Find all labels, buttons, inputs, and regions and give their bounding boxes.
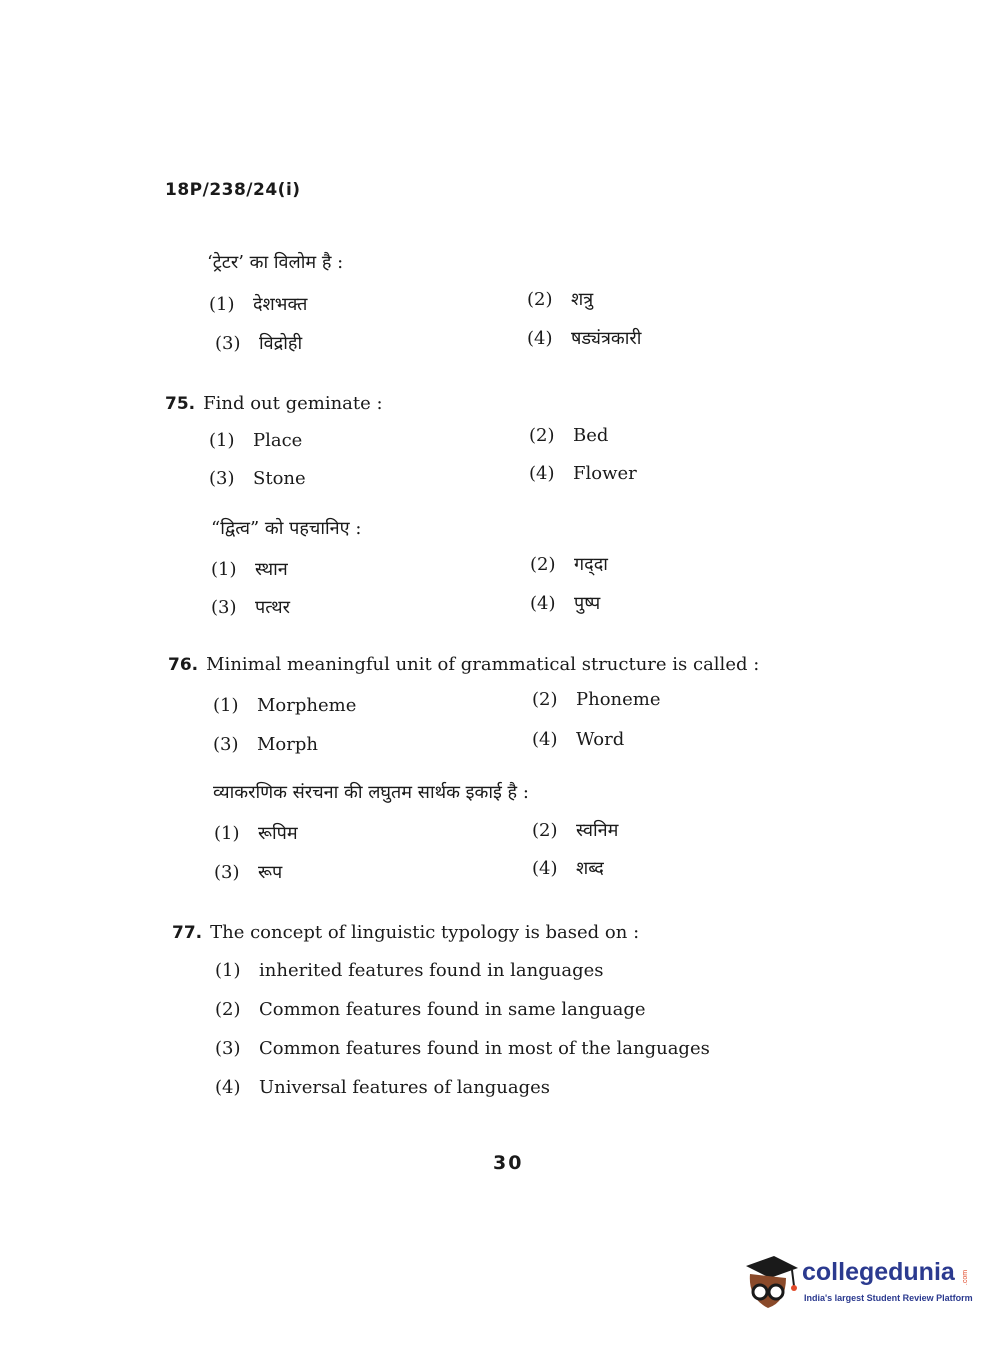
question-text: Minimal meaningful unit of grammatical structure is called : bbox=[206, 654, 760, 675]
q76-stem-hindi: व्याकरणिक संरचना की लघुतम सार्थक इकाई है : bbox=[213, 782, 529, 803]
option-number: (1) bbox=[209, 294, 235, 315]
option-number: (1) bbox=[209, 430, 235, 451]
option-number: (3) bbox=[211, 597, 237, 618]
option-number: (3) bbox=[209, 468, 235, 489]
option-number: (3) bbox=[213, 734, 239, 755]
option-text: शत्रु bbox=[571, 289, 594, 310]
option-number: (3) bbox=[214, 862, 240, 883]
brand-suffix: .com bbox=[962, 1269, 970, 1286]
q76-option-4 bbox=[532, 729, 624, 750]
option-text: Common features found in same language bbox=[259, 999, 646, 1020]
option-text: षड्यंत्रकारी bbox=[571, 328, 642, 349]
q77-option-1 bbox=[215, 960, 604, 981]
option-number: (4) bbox=[527, 328, 553, 349]
option-text: Bed bbox=[573, 425, 609, 446]
option-number: (4) bbox=[532, 729, 558, 750]
q76-option-2 bbox=[532, 689, 661, 710]
q74-option-1 bbox=[209, 292, 307, 316]
brand-tagline: India's largest Student Review Platform bbox=[804, 1293, 973, 1303]
page-number: 30 bbox=[493, 1152, 524, 1174]
option-text: Word bbox=[576, 729, 625, 750]
q74-option-3 bbox=[215, 331, 302, 355]
option-text: गद्‌दा bbox=[574, 554, 608, 575]
q75-option-4 bbox=[529, 463, 637, 484]
option-number: (2) bbox=[527, 289, 553, 310]
brand-name: collegedunia bbox=[802, 1258, 955, 1286]
option-text: पत्थर bbox=[255, 597, 291, 618]
q75-hindi-option-2 bbox=[530, 552, 608, 576]
q75-option-2 bbox=[529, 425, 608, 446]
q76-stem-english bbox=[168, 654, 759, 675]
q75-stem-hindi: “द्वित्व” को पहचानिए : bbox=[211, 518, 362, 539]
paper-code: 18P/238/24(i) bbox=[165, 180, 301, 200]
question-text: Find out geminate : bbox=[203, 393, 383, 414]
option-text: Phoneme bbox=[576, 689, 661, 710]
option-text: Morph bbox=[257, 734, 318, 755]
q74-option-4 bbox=[527, 326, 641, 350]
option-number: (1) bbox=[214, 823, 240, 844]
collegedunia-logo bbox=[740, 1252, 973, 1322]
option-number: (3) bbox=[215, 333, 241, 354]
question-number: 77. bbox=[172, 923, 203, 943]
option-number: (2) bbox=[532, 820, 558, 841]
option-text: पुष्प bbox=[574, 593, 601, 614]
option-text: inherited features found in languages bbox=[259, 960, 604, 981]
q75-option-3 bbox=[209, 468, 306, 489]
q77-option-4 bbox=[215, 1077, 550, 1098]
option-text: Stone bbox=[253, 468, 306, 489]
q75-hindi-option-4 bbox=[530, 591, 600, 615]
q75-stem-english bbox=[165, 393, 383, 414]
q77-option-3 bbox=[215, 1038, 710, 1059]
question-text: The concept of linguistic typology is based on : bbox=[210, 922, 640, 943]
q76-hindi-option-4 bbox=[532, 856, 604, 880]
question-number: 75. bbox=[165, 394, 196, 414]
option-number: (1) bbox=[211, 559, 237, 580]
q76-hindi-option-3 bbox=[214, 860, 282, 884]
option-number: (4) bbox=[532, 858, 558, 879]
q77-stem-english bbox=[172, 922, 639, 943]
q75-hindi-option-1 bbox=[211, 557, 288, 581]
option-number: (3) bbox=[215, 1038, 241, 1059]
q75-hindi-option-3 bbox=[211, 595, 290, 619]
q76-option-1 bbox=[213, 695, 356, 716]
q77-option-2 bbox=[215, 999, 646, 1020]
option-text: रूप bbox=[258, 862, 283, 883]
option-number: (2) bbox=[215, 999, 241, 1020]
option-number: (4) bbox=[530, 593, 556, 614]
option-text: Universal features of languages bbox=[259, 1077, 551, 1098]
option-text: विद्रोही bbox=[259, 333, 303, 354]
option-number: (1) bbox=[215, 960, 241, 981]
option-text: Flower bbox=[573, 463, 637, 484]
option-text: रूपिम bbox=[258, 823, 298, 844]
option-number: (4) bbox=[215, 1077, 241, 1098]
option-text: स्थान bbox=[255, 559, 288, 580]
question-number: 76. bbox=[168, 655, 199, 675]
q74-option-2 bbox=[527, 287, 593, 311]
option-text: Common features found in most of the languages bbox=[259, 1038, 710, 1059]
option-text: स्वनिम bbox=[576, 820, 619, 841]
option-number: (2) bbox=[529, 425, 555, 446]
q76-hindi-option-2 bbox=[532, 818, 618, 842]
option-text: देशभक्त bbox=[253, 294, 308, 315]
q76-hindi-option-1 bbox=[214, 821, 298, 845]
option-number: (2) bbox=[532, 689, 558, 710]
q75-option-1 bbox=[209, 430, 302, 451]
q76-option-3 bbox=[213, 734, 318, 755]
option-number: (1) bbox=[213, 695, 239, 716]
option-number: (4) bbox=[529, 463, 555, 484]
option-text: Morpheme bbox=[257, 695, 357, 716]
option-number: (2) bbox=[530, 554, 556, 575]
q74-stem-hindi: ‘ट्रेटर’ का विलोम है : bbox=[207, 252, 344, 273]
option-text: शब्द bbox=[576, 858, 604, 879]
option-text: Place bbox=[253, 430, 303, 451]
mascot-icon bbox=[740, 1252, 800, 1316]
